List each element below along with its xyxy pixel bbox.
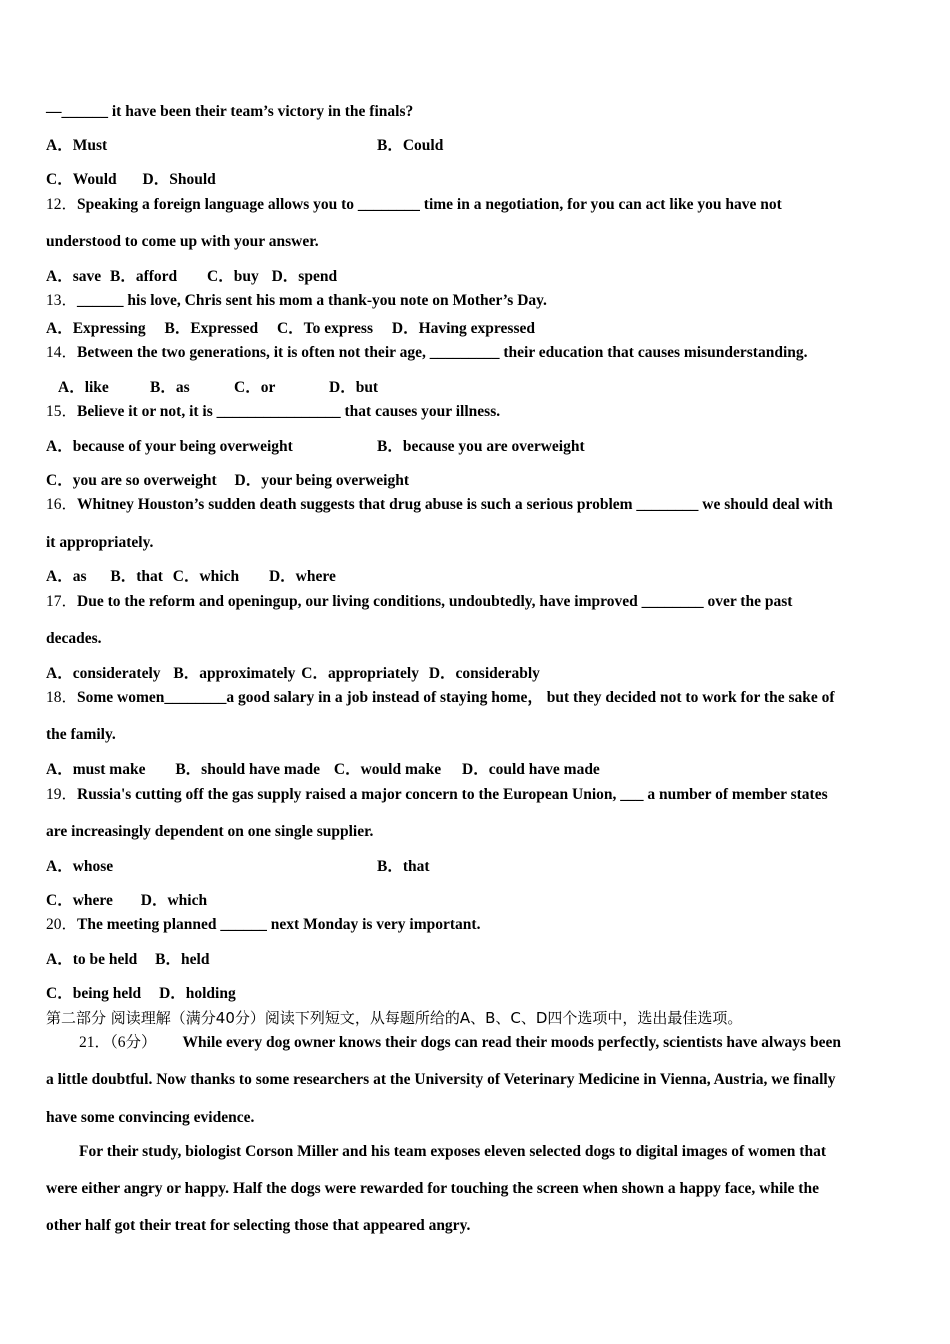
q14-option-c[interactable]: C．or (234, 379, 276, 396)
q16-option-d[interactable]: D．where (268, 568, 336, 585)
q20-options-cd (46, 984, 236, 1004)
q14-option-d[interactable]: D．but (329, 379, 379, 396)
q20-option-a[interactable]: A．to be held (46, 951, 138, 968)
q17-option-d[interactable]: D．considerably (428, 665, 540, 682)
q15-number: 15． (46, 403, 78, 420)
q17-options (46, 664, 540, 684)
q20-option-b[interactable]: B．held (155, 951, 210, 968)
q17-option-b[interactable]: B．approximately (173, 665, 296, 682)
q19-option-a[interactable]: A．whose (46, 858, 114, 875)
q11-option-d[interactable]: D．Should (142, 171, 216, 188)
q18-option-b[interactable]: B．should have made (175, 761, 321, 778)
q11-stem: —______ it have been their team’s victory in the finals? (46, 103, 414, 120)
q12-option-b[interactable]: B．afford (109, 268, 178, 285)
q14-option-a[interactable]: A．like (58, 379, 109, 396)
q11-options-ab (46, 136, 444, 156)
q19-option-c[interactable]: C．where (46, 892, 113, 909)
q11-option-b[interactable]: B．Could (377, 137, 444, 154)
q12-stem: 12．Speaking a foreign language allows you to ________ time in a negotiation, for you can act like you have not (46, 196, 782, 213)
q18-stem-cont: the family. (46, 726, 116, 743)
q18-options (46, 760, 600, 780)
q15-option-d[interactable]: D．your being overweight (234, 472, 410, 489)
section-heading: 第二部分 阅读理解（满分40分）阅读下列短文，从每题所给的A、B、C、D四个选项中，选出最佳选项。 (46, 1009, 743, 1027)
q12-option-a[interactable]: A．save (46, 268, 102, 285)
q18-option-c[interactable]: C．would make (333, 761, 442, 778)
q20-option-c[interactable]: C．being held (46, 985, 142, 1002)
q13-option-c[interactable]: C．To express (276, 320, 373, 337)
q13-option-d[interactable]: D．Having expressed (391, 320, 535, 337)
q14-options (58, 378, 379, 398)
q19-option-b[interactable]: B．that (377, 858, 430, 875)
q16-option-a[interactable]: A．as (46, 568, 87, 585)
q20-stem: 20．The meeting planned ______ next Monday is very important. (46, 916, 481, 933)
q18-option-a[interactable]: A．must make (46, 761, 146, 778)
q16-stem-cont: it appropriately. (46, 534, 154, 551)
q14-stem: 14．Between the two generations, it is often not their age, _________ their education that causes misunderstanding. (46, 344, 808, 361)
q15-option-a[interactable]: A．because of your being overweight (46, 438, 293, 455)
q18-option-d[interactable]: D．could have made (462, 761, 600, 778)
q19-number: 19． (46, 786, 78, 803)
q20-number: 20． (46, 916, 78, 933)
q17-option-a[interactable]: A．considerately (46, 665, 161, 682)
q20-options-ab (46, 950, 209, 970)
q19-stem: 19．Russia's cutting off the gas supply raised a major concern to the European Union, ___ a number of member states (46, 786, 828, 803)
q14-number: 14． (46, 344, 78, 361)
q19-options-ab (46, 857, 430, 877)
q15-option-b[interactable]: B．because you are overweight (377, 438, 585, 455)
q21-paragraph-2-line-3: other half got their treat for selecting those that appeared angry. (46, 1217, 471, 1234)
q21-paragraph-1-line-3: have some convincing evidence. (46, 1109, 255, 1126)
q13-stem: 13．______ his love, Chris sent his mom a thank-you note on Mother’s Day. (46, 292, 547, 309)
q21-paragraph-2-line-2: were either angry or happy. Half the dogs were rewarded for touching the screen when shown a happy face, while the (46, 1180, 819, 1197)
q13-option-b[interactable]: B．Expressed (164, 320, 259, 337)
q21-paragraph-2-line-1: For their study, biologist Corson Miller and his team exposes eleven selected dogs to digital images of women that (79, 1143, 826, 1160)
q17-stem: 17．Due to the reform and openingup, our living conditions, undoubtedly, have improved ________ over the past (46, 593, 793, 610)
q11-option-c[interactable]: C．Would (46, 171, 117, 188)
q12-option-d[interactable]: D．spend (271, 268, 338, 285)
q17-stem-cont: decades. (46, 630, 102, 647)
q16-number: 16． (46, 496, 78, 513)
q14-option-b[interactable]: B．as (150, 379, 190, 396)
q16-option-c[interactable]: C．which (172, 568, 240, 585)
q15-options-ab (46, 437, 585, 457)
q19-options-cd (46, 891, 207, 911)
q21-paragraph-1-line-2: a little doubtful. Now thanks to some researchers at the University of Veterinary Medicine in Vienna, Austria, we finally (46, 1071, 836, 1088)
q16-stem: 16．Whitney Houston’s sudden death suggests that drug abuse is such a serious problem ________ we should deal with (46, 496, 833, 513)
q15-stem: 15．Believe it or not, it is ________________ that causes your illness. (46, 403, 501, 420)
q21-number: 21．（6分） (79, 1034, 157, 1051)
q12-number: 12． (46, 196, 78, 213)
q18-number: 18． (46, 689, 78, 706)
q16-option-b[interactable]: B．that (110, 568, 163, 585)
q21-paragraph-1-line-1: 21．（6分） While every dog owner knows their dogs can read their moods perfectly, scientists have always been (79, 1034, 841, 1051)
q13-option-a[interactable]: A．Expressing (46, 320, 146, 337)
q17-option-c[interactable]: C．appropriately (301, 665, 419, 682)
q12-stem-cont: understood to come up with your answer. (46, 233, 319, 250)
q20-option-d[interactable]: D．holding (159, 985, 236, 1002)
q16-options (46, 567, 336, 587)
q13-options (46, 319, 535, 339)
q12-options (46, 267, 337, 287)
q11-options-cd (46, 170, 216, 190)
q19-option-d[interactable]: D．which (140, 892, 208, 909)
q12-option-c[interactable]: C．buy (207, 268, 259, 285)
q15-options-cd (46, 471, 409, 491)
q13-number: 13． (46, 292, 78, 309)
q19-stem-cont: are increasingly dependent on one single supplier. (46, 823, 374, 840)
q18-stem: 18．Some women________a good salary in a job instead of staying home， but they decided not to work for the sake of (46, 689, 835, 706)
q15-option-c[interactable]: C．you are so overweight (46, 472, 217, 489)
q11-option-a[interactable]: A．Must (46, 137, 108, 154)
q17-number: 17． (46, 593, 78, 610)
